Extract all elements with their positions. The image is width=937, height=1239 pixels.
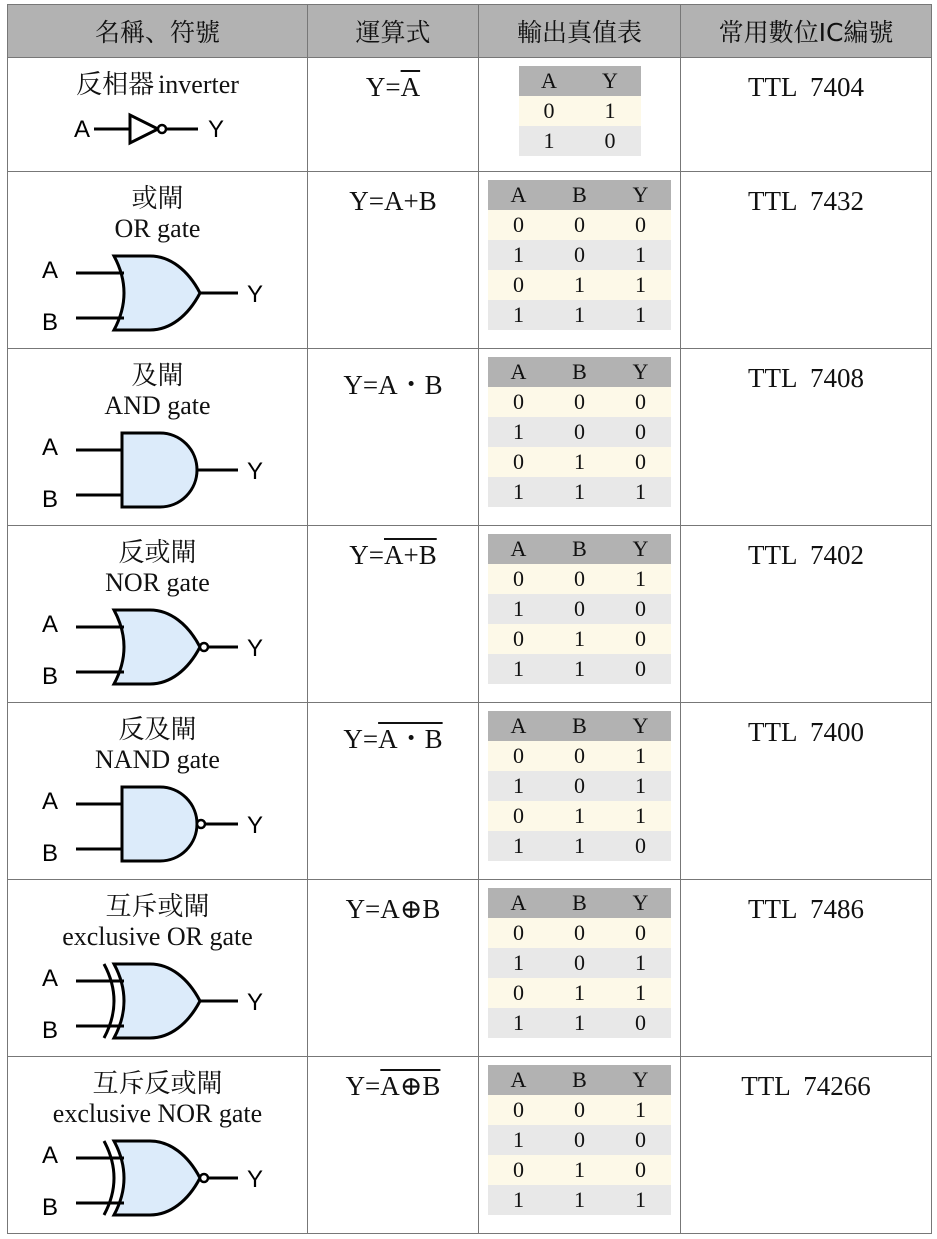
gate-name-en: inverter	[158, 70, 239, 99]
truth-table-row	[519, 126, 641, 156]
truth-table-cell	[479, 703, 681, 880]
truth-table-row	[488, 594, 671, 624]
truth-table-header	[488, 180, 671, 210]
truth-table-value: 0	[488, 1095, 549, 1125]
truth-table-header	[519, 66, 641, 96]
truth-table-value: 1	[549, 447, 610, 477]
name-symbol-cell	[8, 880, 308, 1057]
truth-table-cell	[479, 880, 681, 1057]
truth-table-header-cell: B	[549, 534, 610, 564]
truth-table-value: 0	[610, 918, 671, 948]
truth-table-row	[488, 1008, 671, 1038]
truth-table-value: 0	[610, 417, 671, 447]
gate-body	[130, 115, 158, 143]
expression-prefix: Y=	[345, 894, 381, 924]
input-a-label: A	[73, 116, 90, 143]
truth-table	[488, 888, 671, 1038]
truth-table-row	[488, 831, 671, 861]
output-y-label: Y	[246, 989, 263, 1016]
name-symbol-cell	[8, 703, 308, 880]
ic-cell	[681, 172, 932, 349]
truth-table-value: 1	[610, 978, 671, 1008]
input-a-label: A	[41, 257, 58, 284]
expression-prefix: Y=	[343, 370, 379, 400]
truth-table-value: 1	[549, 1185, 610, 1215]
and-gate-symbol	[42, 425, 274, 515]
xnor-gate-symbol	[42, 1133, 274, 1223]
truth-table-row	[488, 801, 671, 831]
input-b-label: B	[41, 309, 58, 336]
truth-table-row	[488, 300, 671, 330]
truth-table-value: 1	[549, 831, 610, 861]
truth-table-value: 0	[549, 240, 610, 270]
truth-table-row	[488, 1155, 671, 1185]
truth-table-header-cell: A	[488, 180, 549, 210]
expression-negated: A・B	[378, 724, 443, 754]
truth-table-header-cell: A	[488, 711, 549, 741]
truth-table-value: 0	[549, 210, 610, 240]
input-a-label: A	[41, 965, 58, 992]
truth-table-value: 1	[549, 300, 610, 330]
truth-table-header	[488, 357, 671, 387]
header-truth-table: 輸出真值表	[479, 5, 681, 58]
truth-table-value: 0	[610, 387, 671, 417]
header-expression: 運算式	[308, 5, 479, 58]
gate-row	[8, 703, 932, 880]
gate-row	[8, 1057, 932, 1234]
gate-name-en: exclusive OR gate	[62, 922, 253, 951]
expression-negated: $\overline{A}$	[400, 72, 421, 102]
truth-table-value: 1	[549, 270, 610, 300]
truth-table-header-cell: Y	[610, 534, 671, 564]
truth-table-value: 0	[488, 270, 549, 300]
gate-body	[114, 964, 200, 1038]
expression-prefix: Y=	[343, 724, 379, 754]
input-b-label: B	[41, 840, 58, 867]
truth-table-value: 1	[488, 654, 549, 684]
boolean-expression	[308, 1057, 478, 1102]
input-b-label: B	[41, 1017, 58, 1044]
gate-row	[8, 526, 932, 703]
truth-table-row	[488, 270, 671, 300]
truth-table-value: 0	[610, 210, 671, 240]
truth-table-value: 1	[610, 300, 671, 330]
truth-table-value: 1	[610, 1185, 671, 1215]
truth-table-value: 0	[488, 801, 549, 831]
truth-table-row	[488, 417, 671, 447]
nor-gate-symbol	[42, 602, 274, 692]
truth-table-value: 0	[549, 741, 610, 771]
truth-table-value: 0	[610, 1008, 671, 1038]
output-y-label: Y	[207, 116, 224, 143]
truth-table-value: 1	[488, 771, 549, 801]
output-y-label: Y	[246, 458, 263, 485]
input-a-label: A	[41, 1142, 58, 1169]
gate-name-zh: 及閘	[131, 361, 184, 391]
truth-table-row	[488, 564, 671, 594]
truth-table-value: 1	[488, 300, 549, 330]
truth-table-value: 0	[610, 594, 671, 624]
truth-table-value: 1	[549, 1155, 610, 1185]
truth-table-value: 0	[549, 1125, 610, 1155]
truth-table-value: 1	[519, 126, 580, 156]
truth-table-row	[488, 447, 671, 477]
truth-table-row	[488, 948, 671, 978]
truth-table-header-cell: B	[549, 1065, 610, 1095]
gate-body	[114, 1141, 200, 1215]
truth-table-cell	[479, 349, 681, 526]
truth-table-header-cell: B	[549, 888, 610, 918]
header-ic: 常用數位IC編號	[681, 5, 932, 58]
gate-name-en: OR gate	[114, 214, 201, 243]
gate-body	[122, 433, 197, 507]
truth-table-value: 1	[610, 270, 671, 300]
output-y-label: Y	[246, 1166, 263, 1193]
ic-number: TTL 7408	[748, 363, 864, 393]
gate-name-zh: 反及閘	[118, 715, 197, 745]
truth-table-value: 0	[610, 447, 671, 477]
truth-table-value: 0	[549, 1095, 610, 1125]
logic-gates-table	[7, 4, 932, 1234]
truth-table-row	[488, 918, 671, 948]
truth-table-value: 1	[610, 240, 671, 270]
truth-table-value: 1	[610, 477, 671, 507]
boolean-expression	[308, 880, 478, 925]
truth-table-value: 0	[488, 447, 549, 477]
input-a-label: A	[41, 788, 58, 815]
truth-table-row	[519, 96, 641, 126]
truth-table-header-cell: A	[488, 888, 549, 918]
truth-table-value: 0	[488, 564, 549, 594]
truth-table-value: 1	[549, 654, 610, 684]
expression-prefix: Y=	[365, 72, 401, 102]
gate-body	[114, 256, 200, 330]
gate-name-zh: 互斥反或閘	[92, 1069, 223, 1099]
truth-table-value: 0	[488, 741, 549, 771]
truth-table-value: 1	[488, 1008, 549, 1038]
ic-number: TTL 7402	[748, 540, 864, 570]
truth-table-value: 1	[549, 801, 610, 831]
truth-table-value: 0	[610, 654, 671, 684]
truth-table	[488, 357, 671, 507]
gate-row	[8, 58, 932, 172]
truth-table-header-cell: Y	[610, 357, 671, 387]
ic-cell	[681, 880, 932, 1057]
expression-negated: A⊕B	[380, 1071, 441, 1101]
ic-cell	[681, 526, 932, 703]
truth-table-header-cell: B	[549, 180, 610, 210]
truth-table-value: 0	[549, 387, 610, 417]
or-gate-symbol	[42, 248, 274, 338]
truth-table-header-cell: Y	[610, 711, 671, 741]
not-gate-symbol	[58, 104, 258, 154]
expression-negated: A+B	[384, 540, 437, 570]
truth-table-value: 0	[549, 564, 610, 594]
truth-table-value: 0	[549, 918, 610, 948]
truth-table-row	[488, 771, 671, 801]
gate-body	[122, 787, 197, 861]
output-y-label: Y	[246, 812, 263, 839]
truth-table-header	[488, 888, 671, 918]
truth-table-value: 0	[549, 417, 610, 447]
truth-table-row	[488, 1095, 671, 1125]
expression-prefix: Y=	[349, 540, 384, 570]
truth-table-value: 1	[549, 624, 610, 654]
truth-table-value: 1	[488, 1185, 549, 1215]
truth-table-header	[488, 711, 671, 741]
truth-table-row	[488, 240, 671, 270]
truth-table-value: 1	[488, 240, 549, 270]
boolean-expression	[308, 349, 478, 402]
truth-table-header-cell: A	[488, 357, 549, 387]
expression-prefix: Y=	[345, 1071, 381, 1101]
truth-table-value: 0	[549, 771, 610, 801]
expression-prefix: Y=	[349, 186, 384, 216]
name-symbol-cell	[8, 349, 308, 526]
truth-table-value: 1	[549, 1008, 610, 1038]
truth-table-row	[488, 624, 671, 654]
truth-table-header-cell: B	[549, 357, 610, 387]
truth-table-value: 1	[580, 96, 641, 126]
truth-table-value: 0	[488, 918, 549, 948]
boolean-expression	[308, 58, 478, 103]
truth-table	[488, 1065, 671, 1215]
expression-cell	[308, 1057, 479, 1234]
truth-table-row	[488, 210, 671, 240]
truth-table-value: 1	[488, 1125, 549, 1155]
truth-table-value: 0	[610, 1125, 671, 1155]
gate-body	[114, 610, 200, 684]
boolean-expression	[308, 172, 478, 217]
gate-name-en: AND gate	[104, 391, 211, 420]
truth-table-value: 1	[549, 978, 610, 1008]
truth-table-value: 0	[488, 1155, 549, 1185]
ic-number: TTL 7432	[748, 186, 864, 216]
input-b-label: B	[41, 663, 58, 690]
gate-name-en: NOR gate	[105, 568, 210, 597]
truth-table-row	[488, 477, 671, 507]
nand-gate-symbol	[42, 779, 274, 869]
expression-cell	[308, 58, 479, 172]
expression-cell	[308, 349, 479, 526]
truth-table-value: 1	[610, 771, 671, 801]
ic-cell	[681, 58, 932, 172]
expression-plain: A+B	[384, 186, 437, 216]
boolean-expression	[308, 703, 478, 756]
truth-table-header-cell: Y	[610, 180, 671, 210]
gate-name-zh: 互斥或閘	[105, 892, 210, 922]
truth-table-row	[488, 654, 671, 684]
truth-table-value: 1	[610, 1095, 671, 1125]
gate-row	[8, 880, 932, 1057]
truth-table-row	[488, 978, 671, 1008]
truth-table-value: 1	[488, 417, 549, 447]
ic-number: TTL 74266	[741, 1071, 871, 1101]
truth-table-cell	[479, 526, 681, 703]
truth-table	[488, 534, 671, 684]
boolean-expression	[308, 526, 478, 571]
truth-table-value: 0	[610, 831, 671, 861]
truth-table-value: 0	[488, 210, 549, 240]
name-symbol-cell	[8, 58, 308, 172]
truth-table-value: 0	[549, 594, 610, 624]
truth-table-value: 1	[610, 741, 671, 771]
truth-table-value: 1	[549, 477, 610, 507]
gate-name-en: exclusive NOR gate	[52, 1099, 263, 1128]
gate-row	[8, 172, 932, 349]
truth-table-header-cell: Y	[580, 66, 641, 96]
truth-table-value: 1	[610, 801, 671, 831]
truth-table-header-cell: A	[519, 66, 580, 96]
truth-table-value: 1	[610, 564, 671, 594]
ic-cell	[681, 703, 932, 880]
truth-table-cell	[479, 58, 681, 172]
truth-table-value: 0	[519, 96, 580, 126]
expression-plain: A・B	[378, 370, 443, 400]
ic-number: TTL 7400	[748, 717, 864, 747]
truth-table-row	[488, 741, 671, 771]
truth-table-row	[488, 1125, 671, 1155]
output-y-label: Y	[246, 281, 263, 308]
truth-table-cell	[479, 172, 681, 349]
truth-table	[488, 180, 671, 330]
truth-table-row	[488, 1185, 671, 1215]
truth-table-header-cell: B	[549, 711, 610, 741]
ic-cell	[681, 349, 932, 526]
truth-table-value: 1	[488, 477, 549, 507]
ic-number: TTL 7486	[748, 894, 864, 924]
truth-table-header-cell: A	[488, 534, 549, 564]
expression-cell	[308, 703, 479, 880]
expression-cell	[308, 880, 479, 1057]
gate-name-zh: 反相器	[76, 70, 155, 100]
expression-plain: A⊕B	[380, 894, 441, 924]
gate-name-en: NAND gate	[95, 745, 220, 774]
input-b-label: B	[41, 1194, 58, 1221]
truth-table-value: 1	[610, 948, 671, 978]
name-symbol-cell	[8, 172, 308, 349]
truth-table-cell	[479, 1057, 681, 1234]
name-symbol-cell	[8, 1057, 308, 1234]
truth-table-value: 1	[488, 594, 549, 624]
truth-table-value: 0	[610, 1155, 671, 1185]
gate-name-zh: 反或閘	[118, 538, 197, 568]
output-y-label: Y	[246, 635, 263, 662]
truth-table-header-cell: Y	[610, 1065, 671, 1095]
input-a-label: A	[41, 434, 58, 461]
truth-table-row	[488, 387, 671, 417]
truth-table-value: 0	[549, 948, 610, 978]
gate-name-zh: 或閘	[131, 184, 184, 214]
truth-table-value: 0	[580, 126, 641, 156]
truth-table	[488, 711, 671, 861]
truth-table-value: 0	[488, 387, 549, 417]
input-a-label: A	[41, 611, 58, 638]
ic-number: TTL 7404	[748, 72, 864, 102]
input-b-label: B	[41, 486, 58, 513]
header-name: 名稱、符號	[8, 5, 308, 58]
ic-cell	[681, 1057, 932, 1234]
truth-table-value: 0	[610, 624, 671, 654]
truth-table-header-cell: A	[488, 1065, 549, 1095]
expression-cell	[308, 172, 479, 349]
truth-table-value: 0	[488, 624, 549, 654]
header-row	[8, 5, 932, 58]
truth-table-value: 0	[488, 978, 549, 1008]
truth-table-header-cell: Y	[610, 888, 671, 918]
gate-row	[8, 349, 932, 526]
name-symbol-cell	[8, 526, 308, 703]
truth-table-header	[488, 534, 671, 564]
expression-cell	[308, 526, 479, 703]
truth-table	[519, 66, 641, 156]
truth-table-value: 1	[488, 831, 549, 861]
truth-table-header	[488, 1065, 671, 1095]
xor-gate-symbol	[42, 956, 274, 1046]
truth-table-value: 1	[488, 948, 549, 978]
